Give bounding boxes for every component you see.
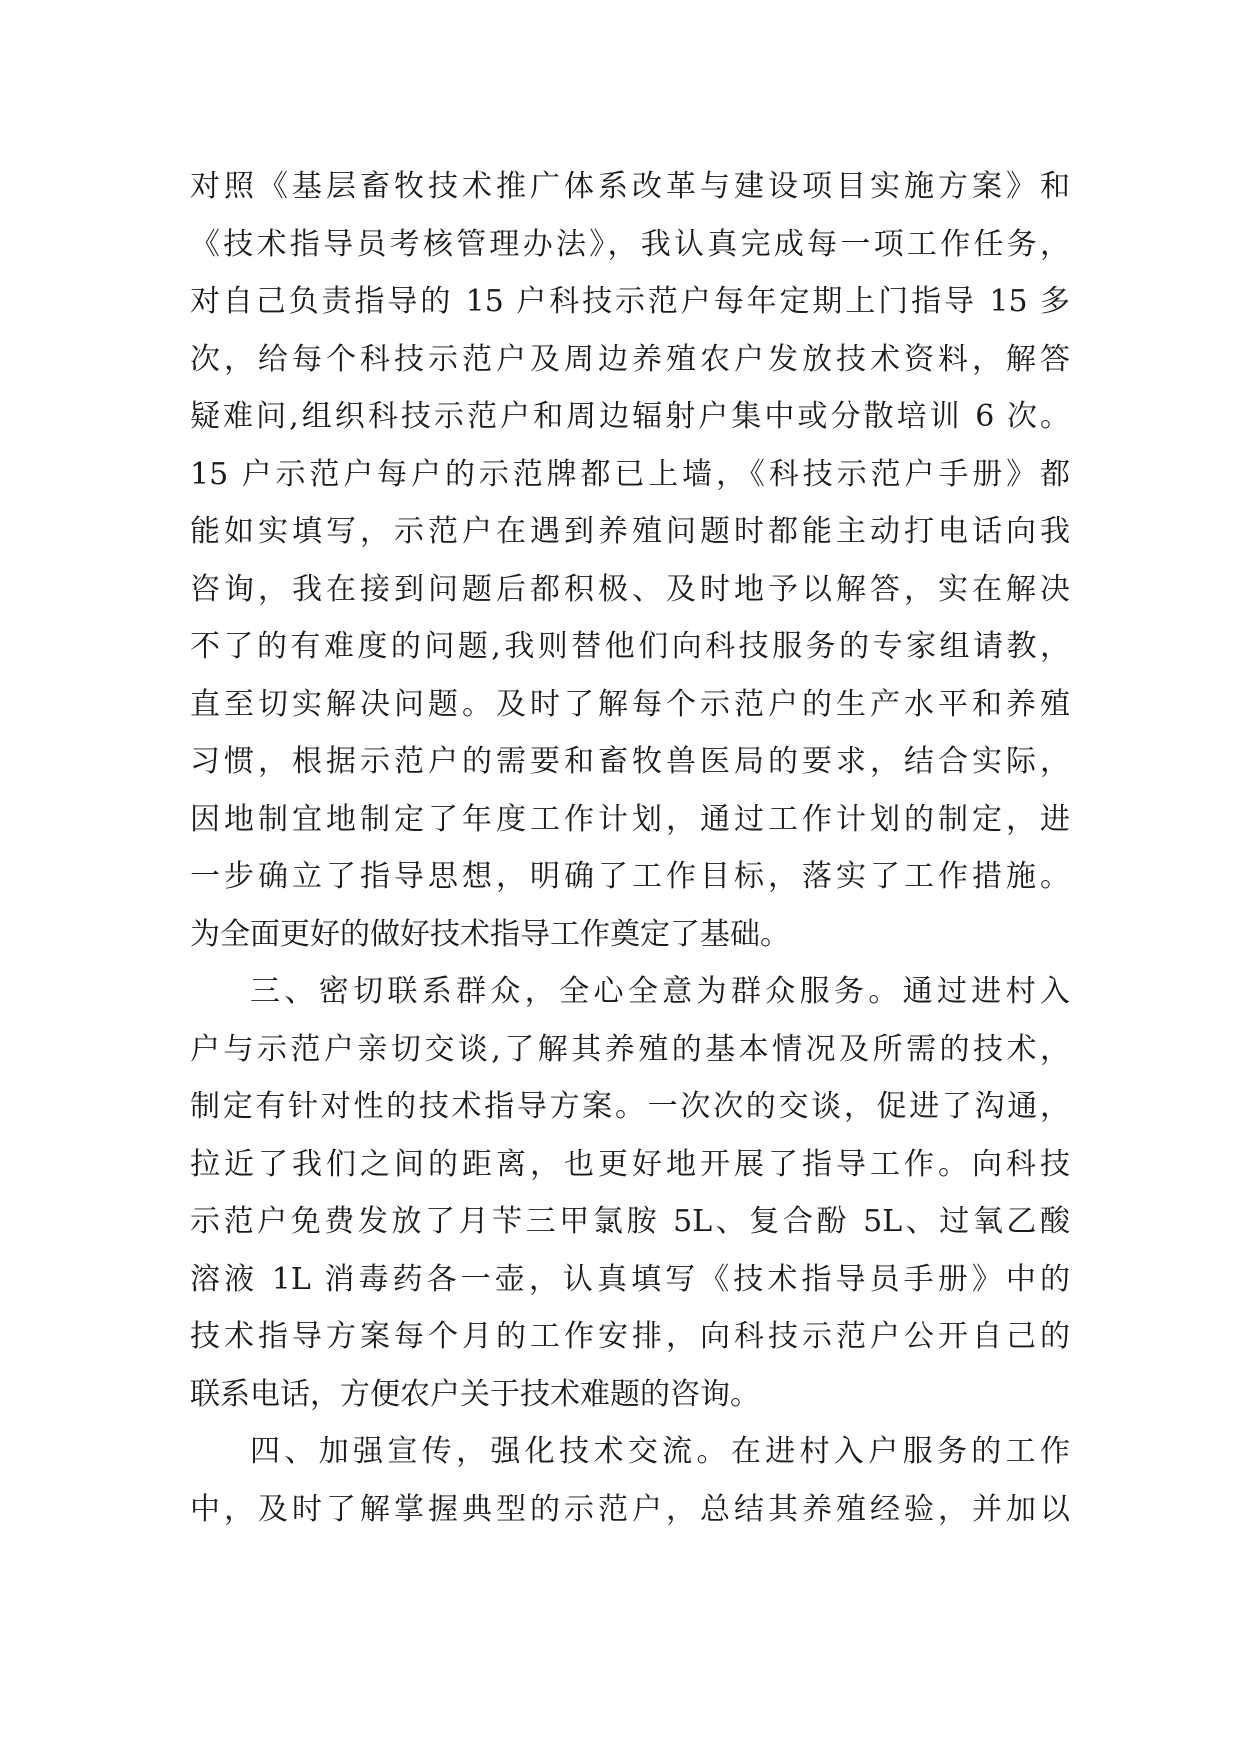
text-line: 直至切实解决问题。及时了解每个示范户的生产水平和养殖 bbox=[190, 686, 1070, 722]
text-line: 制定有针对性的技术指导方案。一次次的交谈，促进了沟通， bbox=[190, 1089, 1070, 1124]
text-line: 一步确立了指导思想，明确了工作目标，落实了工作措施。 bbox=[190, 859, 1070, 894]
text-line: 咨询，我在接到问题后都积极、及时地予以解答，实在解决 bbox=[190, 571, 1070, 607]
text-line: 能如实填写，示范户在遇到养殖问题时都能主动打电话向我 bbox=[190, 514, 1070, 549]
text-line: 示范户免费发放了月苄三甲氯胺 5L、复合酚 5L、过氧乙酸 bbox=[190, 1204, 1070, 1239]
text-line: 为全面更好的做好技术指导工作奠定了基础。 bbox=[190, 916, 790, 952]
text-line: 习惯，根据示范户的需要和畜牧兽医局的要求，结合实际， bbox=[190, 744, 1070, 779]
text-line: 溶液 1L 消毒药各一壶，认真填写《技术指导员手册》中的 bbox=[190, 1261, 1070, 1297]
text-line: 次，给每个科技示范户及周边养殖农户发放技术资料，解答 bbox=[190, 341, 1070, 377]
text-line: 对照《基层畜牧技术推广体系改革与建设项目实施方案》和 bbox=[190, 169, 1070, 204]
text-line: 联系电话，方便农户关于技术难题的咨询。 bbox=[190, 1376, 760, 1412]
text-line: 15 户示范户每户的示范牌都已上墙，《科技示范户手册》都 bbox=[190, 456, 1070, 492]
paragraph-start-line: 三、密切联系群众，全心全意为群众服务。通过进村入 bbox=[250, 974, 1070, 1009]
text-line: 拉近了我们之间的距离，也更好地开展了指导工作。向科技 bbox=[190, 1146, 1070, 1182]
paragraph-start-line: 四、加强宣传，强化技术交流。在进村入户服务的工作 bbox=[250, 1434, 1070, 1469]
text-line: 不了的有难度的问题,我则替他们向科技服务的专家组请教， bbox=[190, 629, 1070, 664]
text-line: 技术指导方案每个月的工作安排，向科技示范户公开自己的 bbox=[190, 1319, 1070, 1354]
text-line: 《技术指导员考核管理办法》，我认真完成每一项工作任务， bbox=[190, 226, 1070, 262]
body-text bbox=[190, 158, 1070, 1538]
text-line: 疑难问,组织科技示范户和周边辐射户集中或分散培训 6 次。 bbox=[190, 399, 1070, 434]
text-line: 中，及时了解掌握典型的示范户，总结其养殖经验，并加以 bbox=[190, 1491, 1070, 1527]
text-line: 户与示范户亲切交谈,了解其养殖的基本情况及所需的技术， bbox=[190, 1031, 1070, 1067]
text-line: 对自己负责指导的 15 户科技示范户每年定期上门指导 15 多 bbox=[190, 284, 1070, 319]
text-line: 因地制宜地制定了年度工作计划，通过工作计划的制定，进 bbox=[190, 801, 1070, 837]
